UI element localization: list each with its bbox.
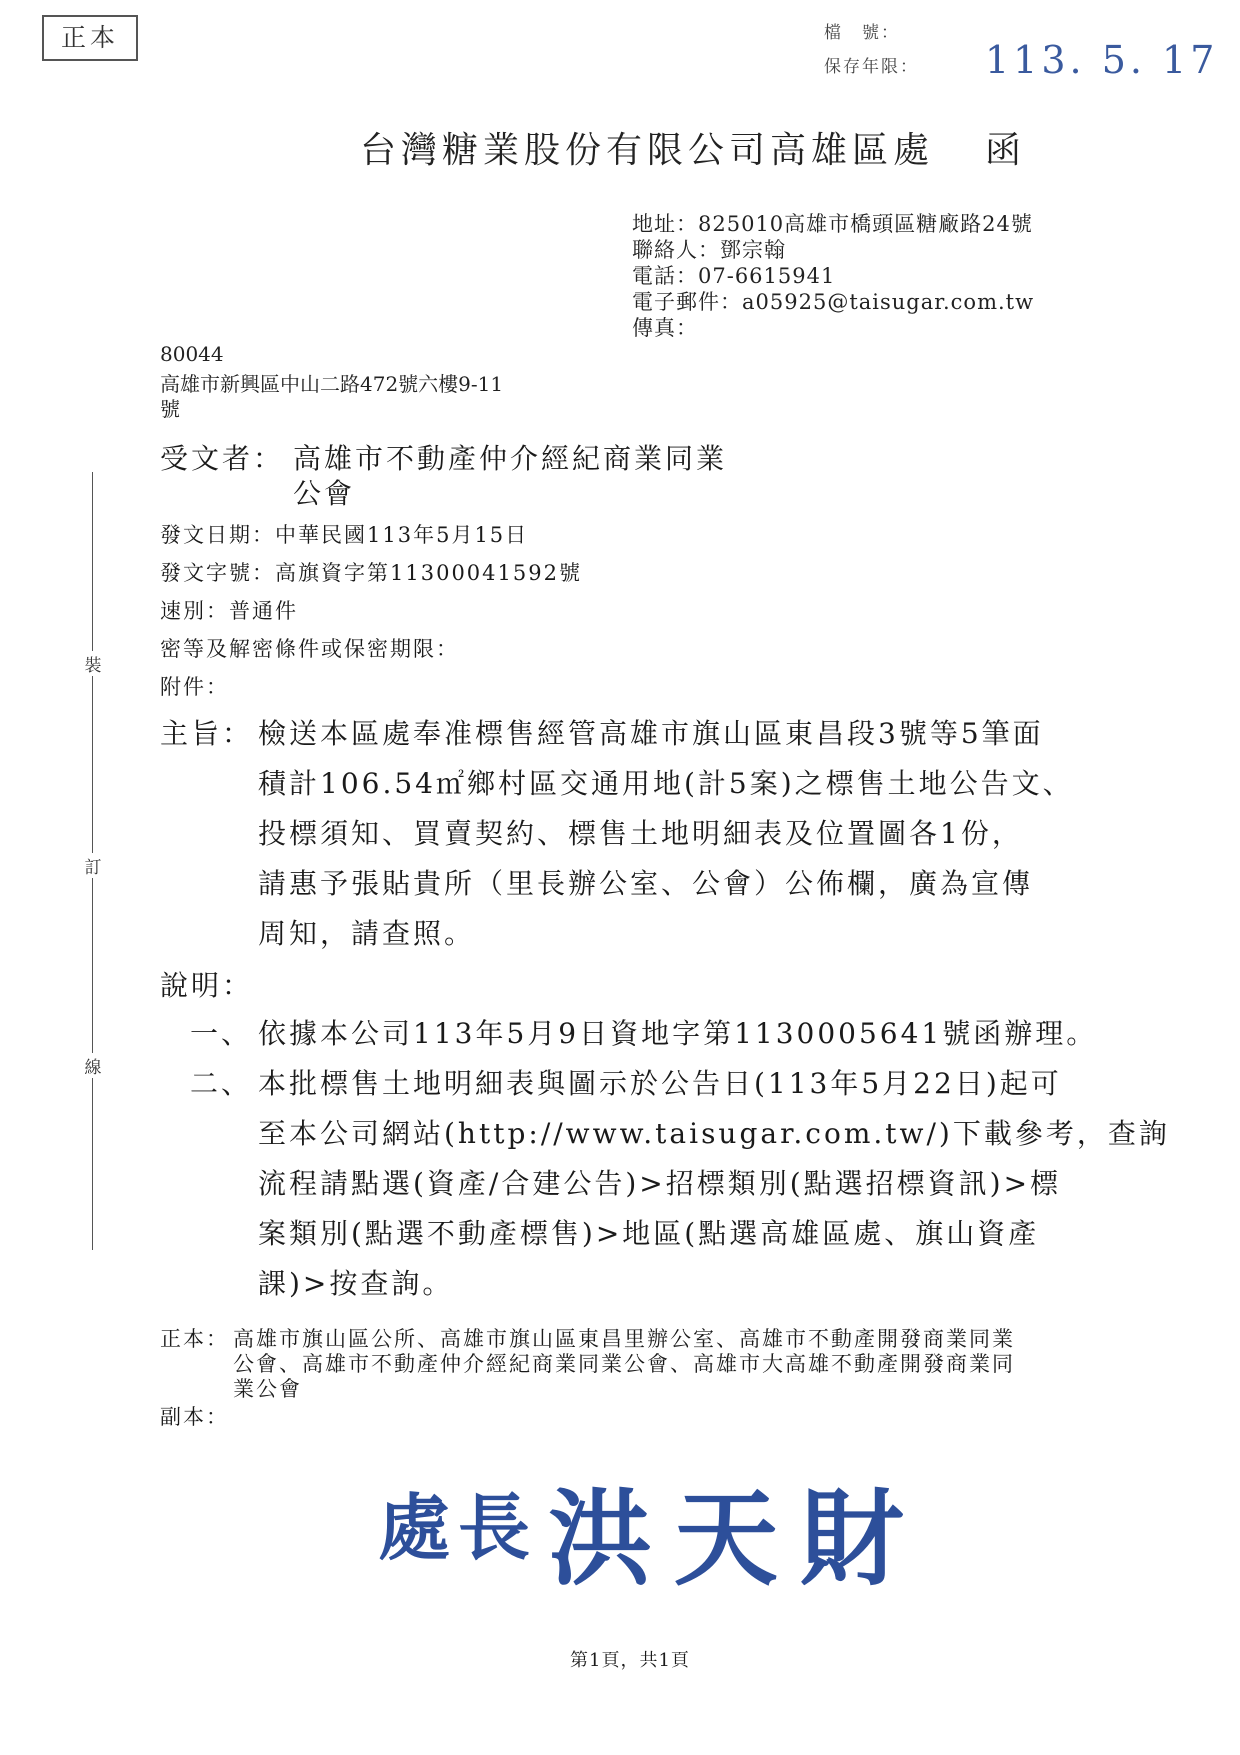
original-recipients-label: 正本：	[160, 1327, 229, 1351]
note-item-line: 至本公司網站(http://www.taisugar.com.tw/)下載參考，查詢	[258, 1117, 1170, 1150]
received-date-stamp: 113. 5. 17	[985, 38, 1219, 82]
note-item-number: 一、	[190, 1017, 253, 1050]
original-copy-stamp: 正本	[42, 15, 138, 61]
recipient-address-line1: 高雄市新興區中山二路472號六樓9-11	[160, 372, 504, 396]
subject-line: 投標須知、買賣契約、標售土地明細表及位置圖各1份，	[258, 817, 1023, 850]
recipient-address-line2: 號	[160, 397, 180, 421]
subject-line: 請惠予張貼貴所（里長辦公室、公會）公佈欄，廣為宣傳	[258, 867, 1034, 900]
page-number: 第1頁，共1頁	[570, 1650, 690, 1671]
subject-line: 周知，請查照。	[258, 917, 476, 950]
sender-phone: 電話：07-6615941	[632, 264, 836, 288]
note-item-line: 流程請點選(資產/合建公告)>招標類別(點選招標資訊)>標	[258, 1167, 1062, 1200]
speed-class: 速別：普通件	[160, 599, 298, 623]
note-item-line: 本批標售土地明細表與圖示於公告日(113年5月22日)起可	[258, 1067, 1062, 1100]
original-recipients-line: 業公會	[233, 1377, 302, 1401]
subject-label: 主旨：	[160, 717, 254, 750]
signature-title: 處長	[378, 1485, 539, 1570]
subject-line: 積計106.54㎡鄉村區交通用地(計5案)之標售土地公告文、	[258, 767, 1074, 800]
original-recipients-line: 公會、高雄市不動產仲介經紀商業同業公會、高雄市大高雄不動產開發商業同	[233, 1352, 1015, 1376]
document-type: 函	[985, 130, 1022, 171]
binding-mark: 線	[84, 1053, 102, 1078]
notes-label: 說明：	[160, 969, 254, 1002]
issue-date: 發文日期：中華民國113年5月15日	[160, 523, 529, 547]
file-number-label: 檔 號：	[824, 23, 900, 43]
binding-mark: 裝	[84, 651, 102, 676]
sender-fax: 傳真：	[632, 316, 698, 340]
signature-name: 洪天財	[548, 1477, 927, 1600]
retention-label: 保存年限：	[824, 57, 919, 77]
sender-contact: 聯絡人：鄧宗翰	[632, 238, 786, 262]
original-recipients-line: 高雄市旗山區公所、高雄市旗山區東昌里辦公室、高雄市不動產開發商業同業	[233, 1327, 1015, 1351]
sender-address: 地址：825010高雄市橋頭區糖廠路24號	[632, 212, 1033, 236]
note-item-number: 二、	[190, 1067, 253, 1100]
subject-line: 檢送本區處奉准標售經管高雄市旗山區東昌段3號等5筆面	[258, 717, 1044, 750]
organization-title: 台灣糖業股份有限公司高雄區處	[360, 130, 935, 171]
sender-email: 電子郵件：a05925@taisugar.com.tw	[632, 290, 1035, 314]
note-item-line: 依據本公司113年5月9日資地字第1130005641號函辦理。	[258, 1017, 1098, 1050]
recipient-name: 高雄市不動產仲介經紀商業同業	[293, 442, 728, 475]
recipient-label: 受文者：	[160, 442, 285, 475]
recipient-zip: 80044	[160, 342, 224, 366]
binding-mark: 訂	[84, 853, 102, 878]
secrecy-level: 密等及解密條件或保密期限：	[160, 637, 459, 661]
note-item-line: 課)>按查詢。	[258, 1267, 454, 1300]
note-item-line: 案類別(點選不動產標售)>地區(點選高雄區處、旗山資產	[258, 1217, 1040, 1250]
attachment: 附件：	[160, 675, 229, 699]
recipient-name-cont: 公會	[293, 477, 356, 510]
document-number: 發文字號：高旗資字第11300041592號	[160, 561, 582, 585]
copy-recipients-label: 副本：	[160, 1405, 229, 1429]
